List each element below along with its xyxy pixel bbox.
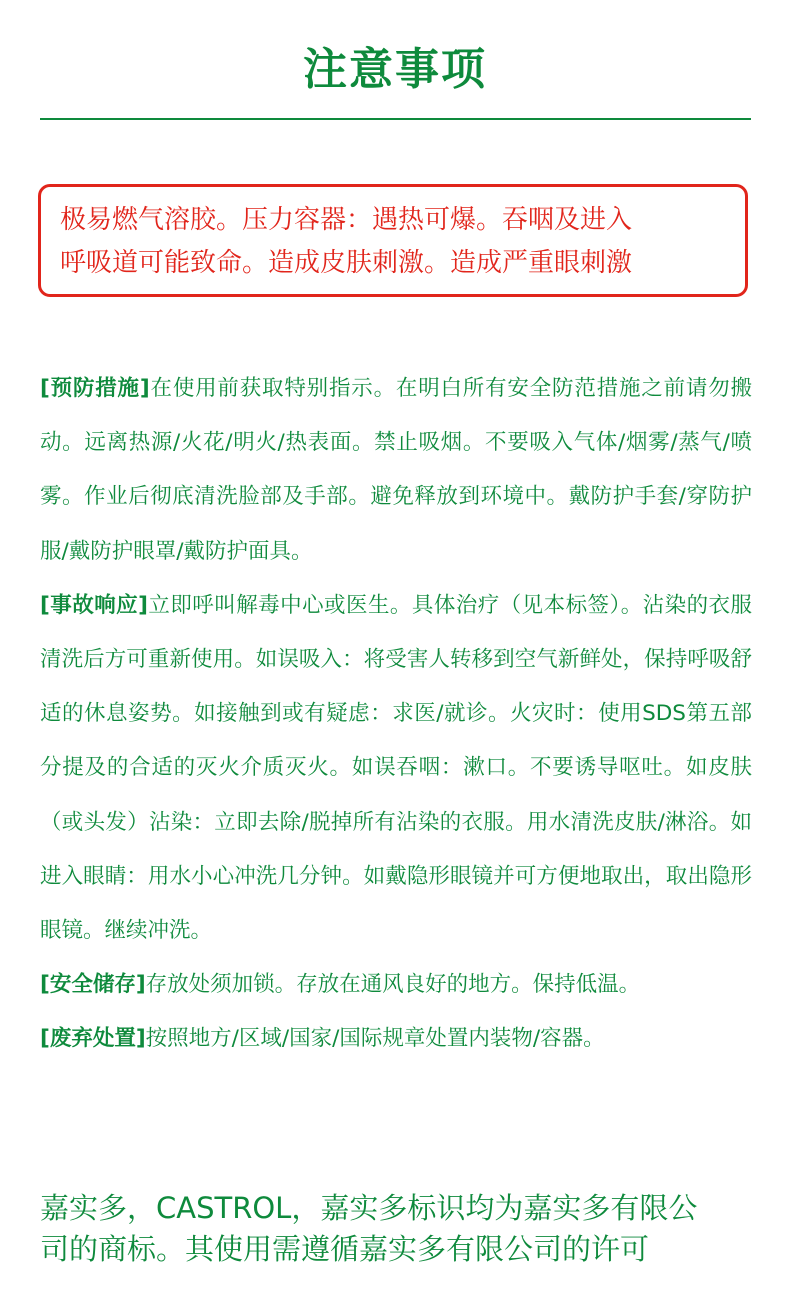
trademark-notice [40, 1188, 752, 1270]
storage-text: 存放处须加锁。存放在通风良好的地方。保持低温。 [145, 972, 641, 998]
hazard-warning-line-1: 极易燃气溶胶。压力容器：遇热可爆。吞咽及进入 [60, 205, 633, 235]
prevention-tag: [预防措施] [40, 376, 150, 401]
response-paragraph [40, 579, 752, 958]
trademark-notice-line-2: 司的商标。其使用需遵循嘉实多有限公司的许可 [40, 1232, 650, 1266]
title-divider [40, 118, 751, 120]
storage-paragraph [40, 958, 752, 1012]
hazard-warning-box [38, 184, 748, 297]
page-title: 注意事项 [303, 44, 487, 95]
disposal-tag: [废弃处置] [40, 1026, 146, 1052]
prevention-text: 在使用前获取特别指示。在明白所有安全防范措施之前请勿搬动。远离热源/火花/明火/热表面。禁止吸烟。不要吸入气体/烟雾/蒸气/喷雾。作业后彻底清洗脸部及手部。避免释放到环境中。戴防护手套/穿防护服/戴防护眼罩/戴防护面具。 [40, 376, 752, 564]
precautionary-statements [40, 362, 752, 1067]
disposal-text: 按照地方/区域/国家/国际规章处置内装物/容器。 [145, 1026, 605, 1052]
response-text: 立即呼叫解毒中心或医生。具体治疗（见本标签）。沾染的衣服清洗后方可重新使用。如误吸入：将受害人转移到空气新鲜处，保持呼吸舒适的休息姿势。如接触到或有疑虑：求医/就诊。火灾时：使用SDS第五部分提及的合适的灭火介质灭火。如误吞咽：漱口。不要诱导呕吐。如皮肤（或头发）沾染：立即去除/脱掉所有沾染的衣服。用水清洗皮肤/淋浴。如进入眼睛：用水小心冲洗几分钟。如戴隐形眼镜并可方便地取出，取出隐形眼镜。继续冲洗。 [40, 592, 752, 944]
disposal-paragraph [40, 1012, 752, 1066]
response-tag: [事故响应] [40, 592, 148, 618]
storage-tag: [安全储存] [40, 972, 146, 998]
trademark-notice-line-1: 嘉实多，CASTROL，嘉实多标识均为嘉实多有限公 [40, 1191, 698, 1225]
prevention-paragraph [40, 362, 752, 579]
hazard-warning-line-2: 呼吸道可能致命。造成皮肤刺激。造成严重眼刺激 [60, 248, 633, 278]
